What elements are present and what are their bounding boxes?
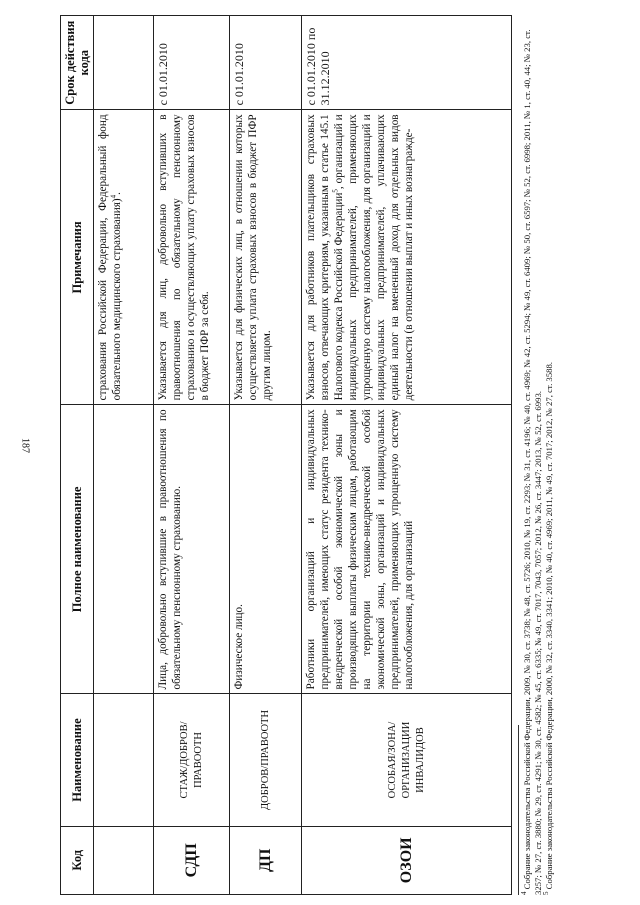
header-notes: Примечания	[61, 110, 94, 405]
footnote-4: $^4$ Собрание законодательства Российской Федерации, 2009, № 30, ст. 3738; № 48, ст. 5726; 2010, № 19, ст. 2293; № 31, ст. 4196; № 40, ст. 4969; № 42, ст. 5294; № 49, ст. 6409; № 50, ст. 6597; № 52, ст. 6998; 2011, № 1, ст. 40, 44; № 23, ст. 3257; № 27, ст. 3880; № 29, ст. 4291; № 30, ст. 4582; № 45, ст. 6335; № 49, ст. 7017, 7043, 7057; 2012, № 26, ст. 3447; 2013, № 52, ст. 6993.	[520, 29, 543, 895]
cell-name: ДОБРОВ/ПРАВООТН	[230, 694, 302, 826]
codes-table	[60, 15, 512, 895]
cell-term: с 01.01.2010	[154, 16, 230, 110]
cell-name	[94, 694, 154, 826]
cell-code: СДП	[154, 826, 230, 894]
footnote-ref-4: 4	[109, 194, 118, 199]
footnotes	[518, 15, 555, 895]
cell-full-name: Лица, добровольно вступившие в правоотношения по обязательному пенсионному страхованию.	[154, 405, 230, 694]
footnote-ref-5: 5	[331, 189, 340, 193]
footnote-rule	[518, 725, 519, 895]
cell-full-name: Работники организаций и индивидуальных предпринимателей, имеющих статус резидента технико-внедренческой особой экономической зоны и производящих выплаты физическим лицам, работающим на территории технико-внедренческой особой экономической зоны, организаций и индивидуальных предпринимателей, применяющих упрощенную систему налогообложения, для организаций	[302, 405, 512, 694]
cell-notes: Указывается для физических лиц, в отношении которых осуществляется уплата страховых взносов в бюджет ПФР другим лицом.	[230, 110, 302, 405]
cell-notes: Указывается для лиц, добровольно вступивших в правоотношения по обязательному пенсионному страхованию и осуществляющих уплату страховых взносов в бюджет ПФР за себя.	[154, 110, 230, 405]
table-row	[230, 16, 302, 895]
cell-name: СТАЖ/ДОБРОВ/ПРАВООТН	[154, 694, 230, 826]
header-term: Срок действия кода	[61, 16, 94, 110]
cell-term	[94, 16, 154, 110]
header-code: Код	[61, 826, 94, 894]
cell-code: ДП	[230, 826, 302, 894]
cell-code: ОЗОИ	[302, 826, 512, 894]
cell-full-name	[94, 405, 154, 694]
cell-term: с 01.01.2010	[230, 16, 302, 110]
table-row	[302, 16, 512, 895]
cell-term: с 01.01.2010 по 31.12.2010	[302, 16, 512, 110]
cell-full-name: Физическое лицо.	[230, 405, 302, 694]
rotated-page	[60, 15, 554, 895]
footnote-5: $^5$ Собрание законодательства Российской Федерации, 2000, № 32, ст. 3340, 3341; 2010, № 40, ст. 4969; 2011, № 49, ст. 7017; 2012, № 27, ст. 3588.	[542, 362, 554, 895]
table-header-row	[61, 16, 94, 895]
page-number: 187	[19, 438, 31, 453]
table-row	[94, 16, 154, 895]
cell-name: ОСОБАЯ/ЗОНА/ ОРГАНИЗАЦИИ ИНВАЛИДОВ	[302, 694, 512, 826]
cell-notes: Указывается для работников плательщиков страховых взносов, отвечающих критериям, указанным в статье 145.1 Налогового кодекса Российской Федерации$^5$, организаций и индивидуальных предпринимателей, применяющих упрощенную систему налогообложения, для организаций и индивидуальных предпринимателей, уплачивающих единый налог на вмененный доход для отдельных видов деятельности (в отношении выплат и иных вознагражде-	[302, 110, 512, 405]
cell-notes: страхования Российской Федерации, Федеральный фонд обязательного медицинского страхования)$^4$.	[94, 110, 154, 405]
header-full-name: Полное наименование	[61, 405, 94, 694]
header-name: Наименование	[61, 694, 94, 826]
table-row	[154, 16, 230, 895]
cell-code	[94, 826, 154, 894]
